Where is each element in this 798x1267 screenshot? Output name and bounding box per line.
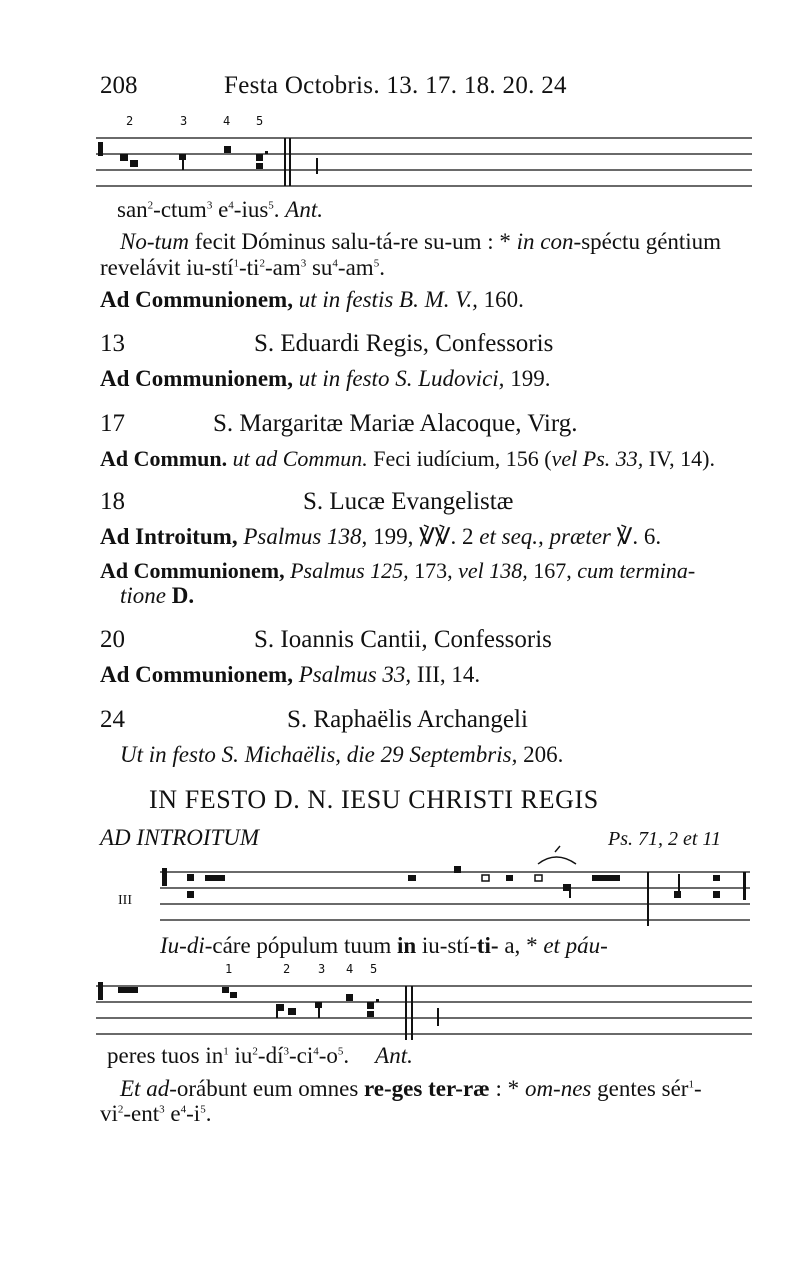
feast-day-number: 13 <box>100 330 125 357</box>
feast-day-number: 24 <box>100 706 125 733</box>
verse1-line1: No-tum fecit Dóminus salu-tá-re su-um : * in con-spéctu géntium <box>120 229 722 254</box>
chant2-number: 2 <box>283 962 291 976</box>
introit-lyrics-1: Iu-di-cáre pópulum tuum in iu-stí-ti- a, * et páu- <box>160 933 608 958</box>
feast-title: S. Raphaëlis Archangeli <box>287 706 528 733</box>
mode-label: III <box>118 893 132 908</box>
chant2-number: 5 <box>370 962 378 976</box>
chant2-number: 4 <box>346 962 354 976</box>
running-title: Festa Octobris. 13. 17. 18. 20. 24 <box>224 72 567 99</box>
feast-line: Ad Introitum, Psalmus 138, 199, ℣℣. 2 et seq., præter ℣. 6. <box>100 524 662 549</box>
feast-line: Ad Communionem, ut in festo S. Ludovici, 199. <box>100 366 551 391</box>
feast-day-number: 20 <box>100 626 125 653</box>
introit-heading: AD INTROITUM <box>100 825 260 850</box>
feast-line-cont: tione D. <box>120 583 195 608</box>
feast-day-number: 17 <box>100 410 125 437</box>
chant-staff-2 <box>160 866 750 928</box>
chant2-number: 3 <box>318 962 326 976</box>
chant2-number: 1 <box>225 962 233 976</box>
chant-staff-3 <box>96 978 752 1040</box>
introit-lyrics-2: peres tuos $in^1$ $iu^2-dí^3-ci^4-o^5$. Ant. <box>107 1043 413 1068</box>
chant1-lyrics: san$^2$-ctum$^3$ $e^4-ius^5$. Ant. <box>117 197 323 222</box>
ref-communion: Ad Communionem, ut in festis B. M. V., 160. <box>100 287 524 312</box>
psalm-reference: Ps. 71, 2 et 11 <box>608 828 721 850</box>
section-title: IN FESTO D. N. IESU CHRISTI REGIS <box>149 785 599 814</box>
feast-line: Ad Communionem, Psalmus 125, 173, vel 138, 167, cum termina- <box>100 558 696 583</box>
chant1-number: 3 <box>180 114 188 128</box>
feast-title: S. Ioannis Cantii, Confessoris <box>254 626 552 653</box>
page-number: 208 <box>100 72 138 99</box>
verse1-line2: revelávit $iu-stí^1-ti^2-am^3$ $su^4-am^5$. <box>100 255 385 280</box>
introit-verse-line2: $vi^2-ent^3$ $e^4-i^5$. <box>100 1101 212 1126</box>
introit-verse-line1: Et ad-orábunt eum omnes re-ges ter-ræ : * om-nes gentes sér$^1$- <box>120 1076 702 1101</box>
feast-line: Ad Commun. ut ad Commun. Feci iudícium, 156 (vel Ps. 33, IV, 14). <box>100 446 715 471</box>
chant-staff-1 <box>96 134 752 194</box>
feast-line: Ut in festo S. Michaëlis, die 29 Septembris, 206. <box>120 742 564 767</box>
feast-title: S. Eduardi Regis, Confessoris <box>254 330 554 357</box>
chant1-number: 2 <box>126 114 134 128</box>
chant1-number: 4 <box>223 114 231 128</box>
custos-flourish <box>532 842 582 868</box>
chant1-number: 5 <box>256 114 264 128</box>
feast-day-number: 18 <box>100 488 125 515</box>
feast-title: S. Lucæ Evangelistæ <box>303 488 514 515</box>
feast-title: S. Margaritæ Mariæ Alacoque, Virg. <box>213 410 578 437</box>
feast-line: Ad Communionem, Psalmus 33, III, 14. <box>100 662 481 687</box>
